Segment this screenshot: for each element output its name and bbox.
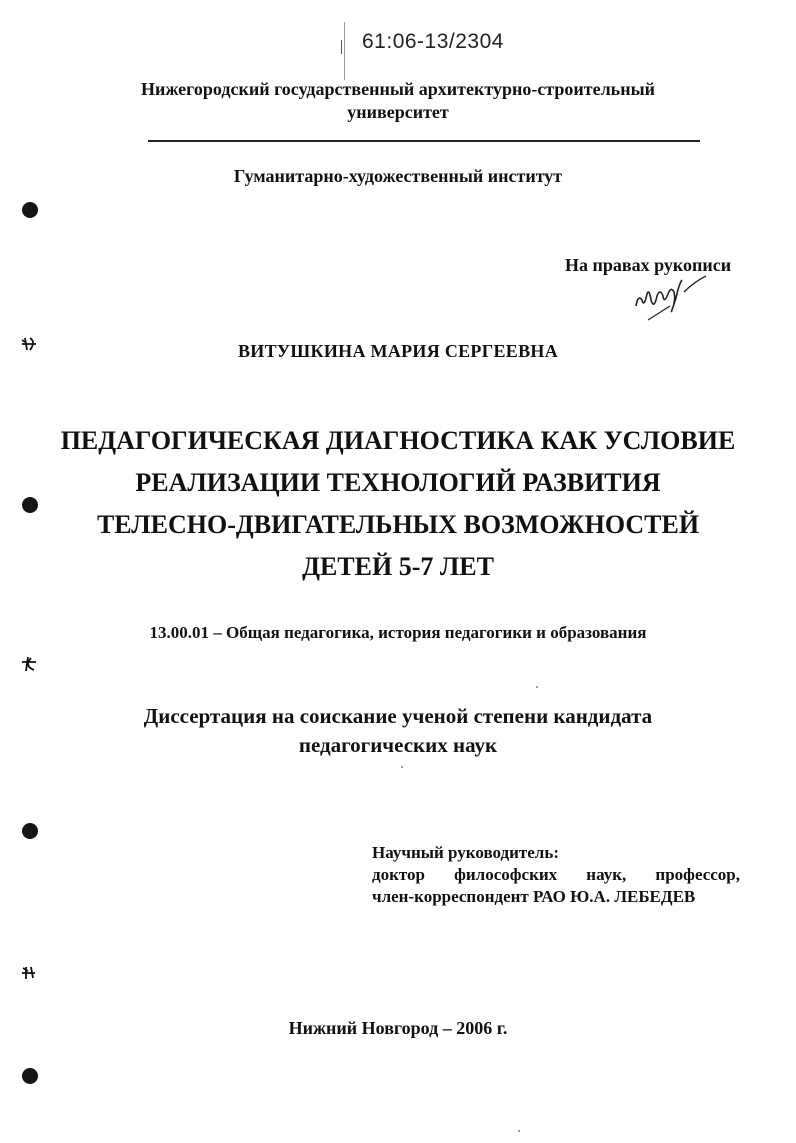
degree-line-2: педагогических наук — [298, 733, 498, 757]
university-name-line1: Нижегородский государственный архитектурно-строительный — [140, 79, 655, 99]
supervisor-label: Научный руководитель: — [372, 843, 559, 862]
scan-speck — [518, 1130, 520, 1132]
archive-stamp-bar-mark — [341, 40, 342, 54]
city-year: Нижний Новгород – 2006 г. — [288, 1018, 508, 1038]
author-name: ВИТУШКИНА МАРИЯ СЕРГЕЕВНА — [238, 341, 558, 361]
title-line-1: ПЕДАГОГИЧЕСКАЯ ДИАГНОСТИКА КАК УСЛОВИЕ — [60, 426, 736, 455]
margin-mark — [20, 656, 38, 672]
university-name — [0, 78, 796, 124]
degree-statement — [0, 702, 796, 760]
title-line-4: ДЕТЕЙ 5-7 ЛЕТ — [302, 552, 494, 581]
binder-hole — [22, 497, 38, 513]
title-line-3: ТЕЛЕСНО-ДВИГАТЕЛЬНЫХ ВОЗМОЖНОСТЕЙ — [96, 510, 700, 539]
institute-name: Гуманитарно-художественный институт — [233, 166, 563, 186]
header-divider — [148, 140, 700, 142]
scan-speck — [401, 766, 403, 768]
dissertation-title — [0, 420, 796, 588]
binder-hole — [22, 1068, 38, 1084]
university-name-line2: университет — [347, 102, 449, 122]
degree-line-1: Диссертация на соискание ученой степени кандидата — [143, 704, 653, 728]
scan-speck — [536, 686, 538, 688]
supervisor-block — [372, 842, 740, 908]
specialty-code: 13.00.01 – Общая педагогика, история педагогики и образования — [149, 623, 647, 642]
supervisor-name: член-корреспондент РАО Ю.А. ЛЕБЕДЕВ — [372, 887, 696, 906]
handwritten-signature — [630, 270, 710, 330]
binder-hole — [22, 202, 38, 218]
manuscript-rights-note: На правах рукописи — [565, 255, 732, 275]
binder-hole — [22, 823, 38, 839]
margin-mark — [20, 336, 38, 352]
margin-mark — [20, 964, 38, 980]
title-line-2: РЕАЛИЗАЦИИ ТЕХНОЛОГИЙ РАЗВИТИЯ — [135, 468, 661, 497]
supervisor-degree: доктор философских наук, профессор, — [372, 865, 740, 884]
archive-code: 61:06-13/2304 — [362, 30, 504, 53]
archive-stamp-bar — [344, 22, 345, 80]
